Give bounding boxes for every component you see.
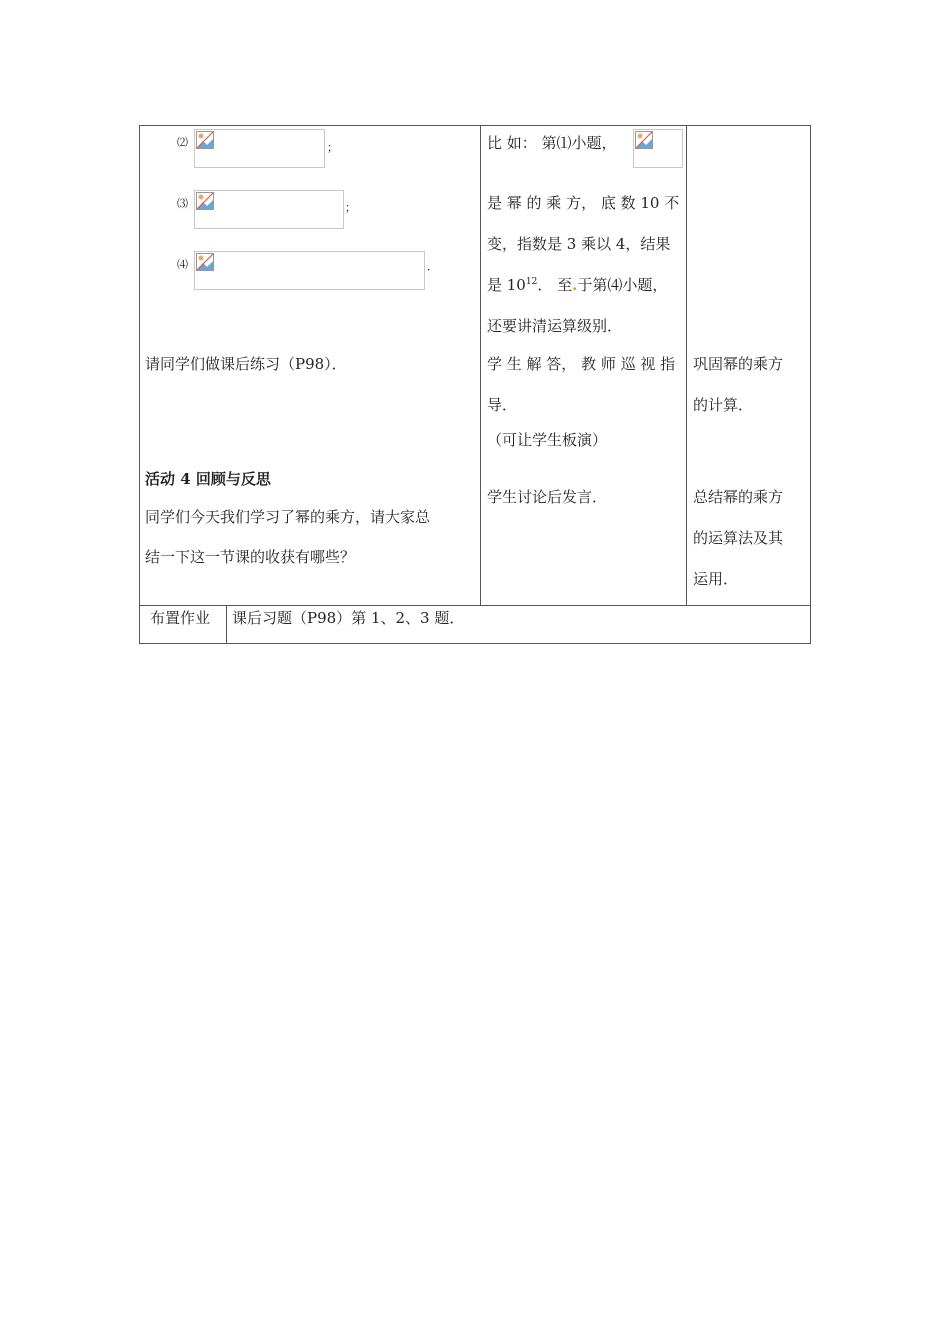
explanation-line-2: 变，指数是 3 乘以 4，结果: [487, 235, 671, 253]
formula-image-2: [194, 129, 325, 168]
purpose-2-line-2: 的运算法及其: [693, 529, 784, 547]
accent-dot: .: [572, 276, 578, 294]
explanation-line-1: 是 幂 的 乘 方， 底 数 10 不: [487, 194, 680, 212]
explanation-line-3: [487, 278, 667, 293]
board-note: （可让学生板演）: [487, 431, 608, 449]
discussion-text: 学生讨论后发言．: [487, 488, 608, 506]
broken-image-icon: [196, 131, 214, 149]
homework-row-divider: [139, 605, 811, 606]
explanation-line-4: 还要讲清运算级别．: [487, 317, 623, 335]
explanation-line-3-rest: ． 至: [537, 276, 573, 294]
purpose-2-line-3: 运用．: [693, 570, 739, 588]
formula-image-example: [633, 129, 683, 168]
purpose-2-line-1: 总结幂的乘方: [693, 488, 784, 506]
item-2-tail: ；: [327, 141, 338, 154]
broken-image-icon: [196, 253, 214, 271]
item-3-label: ⑶: [177, 197, 188, 210]
homework-content: 课后习题（P98）第 1、2、3 题．: [232, 609, 465, 627]
column-divider-1: [480, 125, 481, 606]
item-2-label: ⑵: [177, 136, 188, 149]
reflection-line-2: 结一下这一节课的收获有哪些？: [145, 548, 356, 566]
item-3-tail: ；: [345, 201, 356, 214]
item-4-tail: ．: [427, 260, 438, 273]
purpose-1-line-2: 的计算．: [693, 396, 754, 414]
example-prefix: 比 如： 第⑴小题，: [487, 134, 617, 152]
answer-line-2: 导．: [487, 396, 518, 414]
item-4-label: ⑷: [177, 258, 188, 271]
broken-image-icon: [196, 192, 214, 210]
exercise-text: 请同学们做课后练习（P98）．: [145, 355, 347, 373]
explanation-line-3-end: 于第⑷小题，: [577, 276, 668, 294]
broken-image-icon: [635, 131, 653, 149]
reflection-line-1: 同学们今天我们学习了幂的乘方，请大家总: [145, 508, 431, 526]
homework-label-divider: [226, 605, 227, 644]
answer-line-1: 学 生 解 答， 教 师 巡 视 指: [487, 355, 676, 373]
activity-4-title: 活动 4 回顾与反思: [145, 470, 271, 488]
purpose-1-line-1: 巩固幂的乘方: [693, 355, 784, 373]
formula-image-3: [194, 190, 344, 229]
power-base: 是 10: [487, 276, 526, 294]
formula-image-4: [194, 251, 425, 290]
homework-label: 布置作业: [150, 609, 211, 627]
column-divider-2: [686, 125, 687, 606]
power-exponent: 12: [525, 277, 538, 287]
